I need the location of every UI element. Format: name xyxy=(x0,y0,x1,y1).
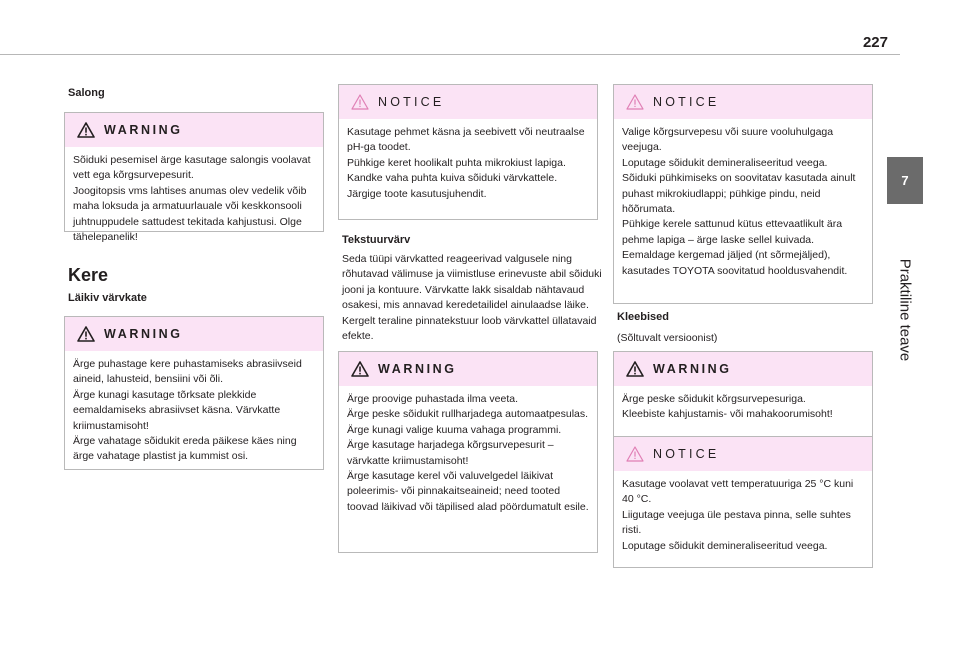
section-heading-kere: Kere xyxy=(68,265,109,285)
notice-icon xyxy=(626,94,644,110)
tekstuurvarv-text: Seda tüüpi värvkatted reageerivad valgusele ning rõhutavad välimuse ja viimistluse erinevuste abil sõiduki jooni ja kontuure. Värvkatte lakk sisaldab nähtavaud osakesi, mis annavad keredetailidel ainulaadse läike. Kergelt teraline pinnatekstuur loob värvkattel üllatavaid efekte. xyxy=(342,253,602,343)
warning-title: WARNING xyxy=(104,327,183,341)
notice-title: NOTICE xyxy=(378,95,445,109)
notice-icon xyxy=(351,94,369,110)
warning-text: Sõiduki pesemisel ärge kasutage salongis voolavat vett ega kõrgsurvepesurit. Joogitopsis vms lahtises anumas olev vedelik võib maha loksuda ja armatuurlauale või keskkonsooli juhtnuppudele sattudest tekitada kahjustusi. Olge tähelepanelik! xyxy=(73,154,311,244)
top-rule xyxy=(0,54,900,55)
section-heading-kleebised: Kleebised xyxy=(617,311,669,323)
section-heading-salong: Salong xyxy=(68,87,105,99)
warning-title: WARNING xyxy=(378,362,457,376)
kleebised-subtitle: (Sõltuvalt versioonist) xyxy=(617,332,718,344)
chapter-title: Praktiline teave xyxy=(896,258,914,362)
notice-box-kleebised xyxy=(613,436,873,568)
notice-box-header xyxy=(614,85,872,119)
warning-icon xyxy=(77,326,95,342)
warning-box-header xyxy=(65,317,323,351)
page-number: 227 xyxy=(862,34,888,51)
notice-box-header xyxy=(614,437,872,471)
warning-box-header xyxy=(65,113,323,147)
chapter-tab: 7 xyxy=(887,157,923,204)
warning-box-kere xyxy=(64,316,324,470)
warning-title: WARNING xyxy=(104,123,183,137)
warning-box-header xyxy=(339,352,597,386)
notice-text: Kasutage pehmet käsna ja seebivett või neutraalse pH-ga toodet. Pühkige keret hoolikalt puhta mikrokiust lapiga. Kandke vaha puhta kuiva sõiduki värvkattele. Järgige toote kasutusjuhendit. xyxy=(347,126,585,200)
warning-box-tekstuurvarv xyxy=(338,351,598,553)
notice-title: NOTICE xyxy=(653,95,720,109)
warning-text: Ärge puhastage kere puhastamiseks abrasiivseid aineid, lahusteid, bensiini või õli. Ärge kunagi kasutage tõrksate plekkide eemaldamiseks abrasiivset käsna. Värvkatte kriimustamisoht! Ärge vahatage sõidukit ereda päikese käes ning ärge vahatage plastist ja kummist osi. xyxy=(73,358,302,463)
notice-icon xyxy=(626,446,644,462)
warning-box-header xyxy=(614,352,872,386)
warning-icon xyxy=(77,122,95,138)
warning-title: WARNING xyxy=(653,362,732,376)
notice-box-korgsurvepesu xyxy=(613,84,873,304)
section-heading-tekstuurvarv: Tekstuurvärv xyxy=(342,234,411,246)
notice-box-pesemine xyxy=(338,84,598,220)
warning-icon xyxy=(626,361,644,377)
notice-text: Valige kõrgsurvepesu või suure vooluhulgaga veejuga. Loputage sõidukit demineraliseeritud veega. Sõiduki pühkimiseks on soovitatav kasutada ainult puhast mikrokiudlappi; pühkige pindu, neid hõõrumata. Pühkige kerele sattunud kütus ettevaatlikult ära pehme lapiga – ärge laske sellel kuivada. Eemaldage kergemad jäljed (nt sõrmejäljed), kasutades TOYOTA soovitatud hooldusvahendit. xyxy=(622,126,856,277)
notice-title: NOTICE xyxy=(653,447,720,461)
warning-box-salong xyxy=(64,112,324,244)
warning-box-kleebised xyxy=(613,351,873,437)
warning-icon xyxy=(351,361,369,377)
warning-text: Ärge peske sõidukit kõrgsurvepesuriga. Kleebiste kahjustamis- või mahakoorumisoht! xyxy=(622,393,833,421)
warning-text: Ärge proovige puhastada ilma veeta. Ärge peske sõidukit rullharjadega automaatpesulas. Ärge kunagi valige kuuma vahaga programmi. Ärge kasutage harjadega kõrgsurvepesurit – värvkatte kriimustamisoht! Ärge kasutage kerel või valuvelgedel läikivat poleerimis- või pinnakaitseaineid; need tooted toovad läikivad või täpilised alad pöördumatult esile. xyxy=(347,393,589,513)
section-heading-laikiv-varvkate: Läikiv värvkate xyxy=(68,292,147,304)
notice-box-header xyxy=(339,85,597,119)
notice-text: Kasutage voolavat vett temperatuuriga 25 °C kuni 40 °C. Liigutage veejuga üle pestava pinna, selle suhtes risti. Loputage sõidukit demineraliseeritud veega. xyxy=(622,478,854,552)
